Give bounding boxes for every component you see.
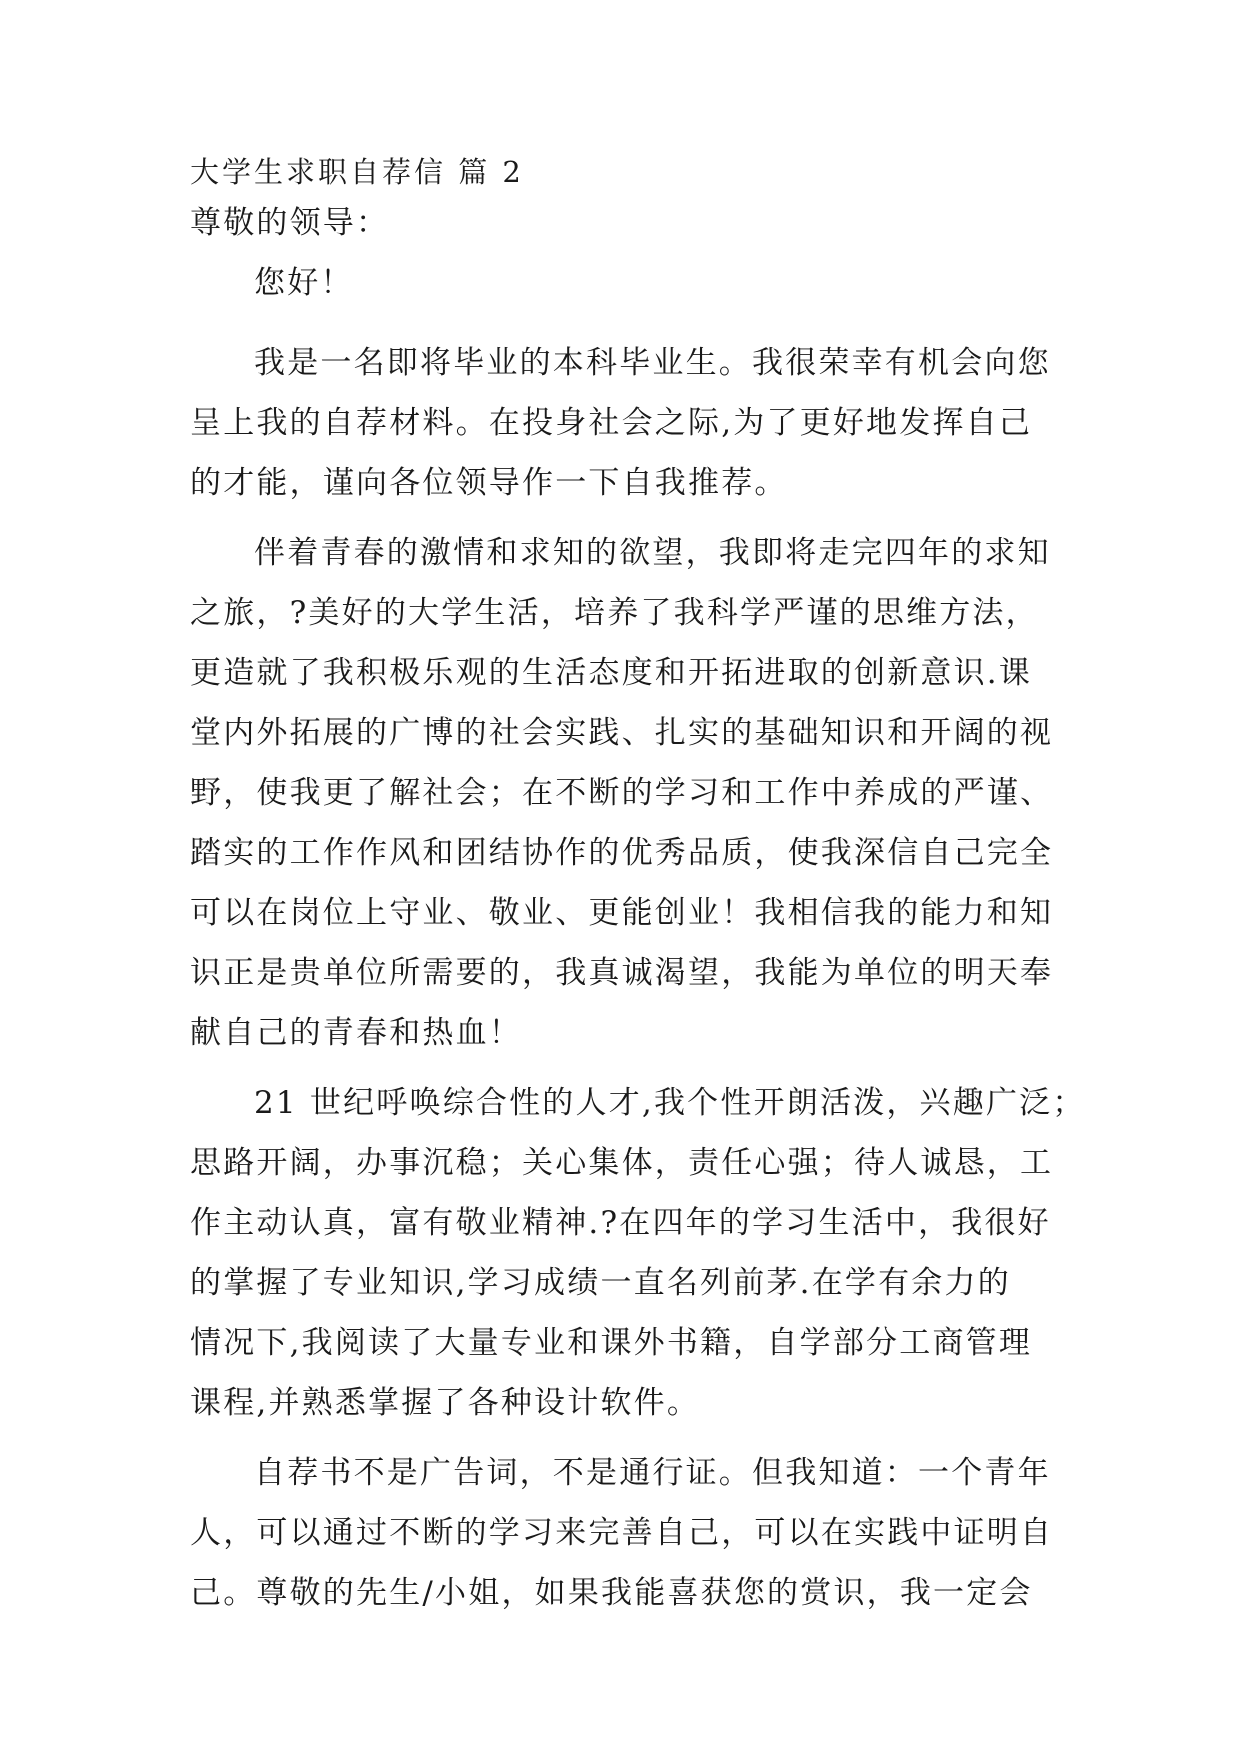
paragraph-line: 呈上我的自荐材料。在投身社会之际,为了更好地发挥自己 [190,405,1033,441]
paragraph-line: 21 世纪呼唤综合性的人才,我个性开朗活泼，兴趣广泛； [254,1085,1086,1121]
paragraph-line: 野，使我更了解社会；在不断的学习和工作中养成的严谨、 [190,775,1054,811]
salutation: 尊敬的领导： [190,205,390,241]
document-title: 大学生求职自荐信 篇 2 [190,155,524,189]
paragraph-line: 人，可以通过不断的学习来完善自己，可以在实践中证明自 [190,1515,1054,1551]
paragraph-line: 课程,并熟悉掌握了各种设计软件。 [190,1385,701,1421]
paragraph-line: 思路开阔，办事沉稳；关心集体，责任心强；待人诚恳，工 [190,1145,1054,1181]
paragraph-line: 的掌握了专业知识,学习成绩一直名列前茅.在学有余力的 [190,1265,1011,1301]
paragraph-line: 识正是贵单位所需要的，我真诚渴望，我能为单位的明天奉 [190,955,1054,991]
paragraph-line: 伴着青春的激情和求知的欲望，我即将走完四年的求知 [254,535,1051,571]
paragraph-line: 可以在岗位上守业、敬业、更能创业！我相信我的能力和知 [190,895,1054,931]
greeting: 您好！ [254,265,354,301]
paragraph-line: 之旅，?美好的大学生活，培养了我科学严谨的思维方法， [190,595,1039,631]
paragraph-line: 自荐书不是广告词，不是通行证。但我知道：一个青年 [254,1455,1051,1491]
paragraph-line: 献自己的青春和热血！ [190,1015,522,1051]
paragraph-line: 踏实的工作作风和团结协作的优秀品质，使我深信自己完全 [190,835,1054,871]
paragraph-line: 的才能，谨向各位领导作一下自我推荐。 [190,465,788,501]
paragraph-line: 更造就了我积极乐观的生活态度和开拓进取的创新意识.课 [190,655,1033,691]
paragraph-line: 堂内外拓展的广博的社会实践、扎实的基础知识和开阔的视 [190,715,1054,751]
paragraph-line: 我是一名即将毕业的本科毕业生。我很荣幸有机会向您 [254,345,1051,381]
paragraph-line: 作主动认真，富有敬业精神.?在四年的学习生活中，我很好 [190,1205,1051,1241]
paragraph-line: 情况下,我阅读了大量专业和课外书籍，自学部分工商管理 [190,1325,1033,1361]
paragraph-line: 己。尊敬的先生/小姐，如果我能喜获您的赏识，我一定会 [190,1575,1033,1611]
